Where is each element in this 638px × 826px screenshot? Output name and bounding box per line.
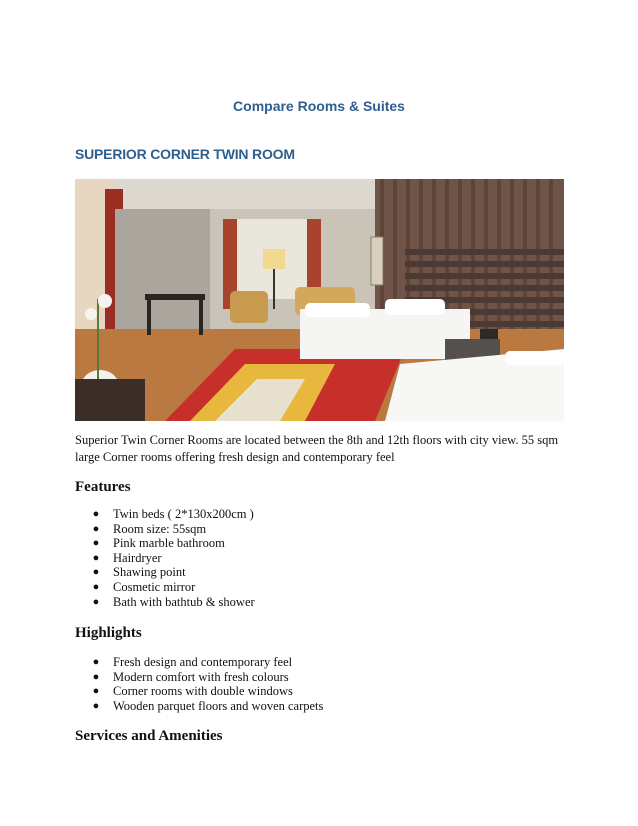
features-list <box>75 507 255 609</box>
list-item: ● Modern comfort with fresh colours <box>92 669 289 684</box>
list-item: ● Room size: 55sqm <box>92 521 207 536</box>
bullet-icon: ● <box>92 508 100 520</box>
bullet-icon: ● <box>92 551 100 564</box>
bullet-icon: ● <box>92 670 100 683</box>
highlights-heading: Highlights <box>75 625 142 641</box>
bullet-icon: ● <box>92 537 100 550</box>
list-item: ● Hairdryer <box>92 550 162 565</box>
bullet-icon: ● <box>92 656 100 668</box>
room-description: Superior Twin Corner Rooms are located between the 8th and 12th floors with city view. 55 sqm large Corner rooms offering fresh design and contemporary feel <box>75 433 559 464</box>
bullet-icon: ● <box>92 685 100 698</box>
room-photo <box>75 179 564 421</box>
bullet-icon: ● <box>92 566 100 579</box>
features-heading: Features <box>75 479 131 495</box>
list-item: ● Pink marble bathroom <box>92 536 225 551</box>
bullet-icon: ● <box>92 595 100 608</box>
list-item: ● Shawing point <box>92 565 186 580</box>
bullet-icon: ● <box>92 522 100 535</box>
list-item: ● Corner rooms with double windows <box>92 684 293 699</box>
page-title: Compare Rooms & Suites <box>233 98 405 114</box>
room-heading: SUPERIOR CORNER TWIN ROOM <box>75 146 295 162</box>
list-item: ● Fresh design and contemporary feel <box>92 655 293 669</box>
list-item: ● Wooden parquet floors and woven carpets <box>92 698 324 713</box>
list-item: ● Bath with bathtub & shower <box>92 594 255 609</box>
list-item: ● Twin beds ( 2*130x200cm ) <box>92 507 254 521</box>
services-heading: Services and Amenities <box>75 728 223 744</box>
bullet-icon: ● <box>92 580 100 593</box>
list-item: ● Cosmetic mirror <box>92 579 196 594</box>
highlights-list <box>75 655 323 713</box>
bullet-icon: ● <box>92 699 100 712</box>
